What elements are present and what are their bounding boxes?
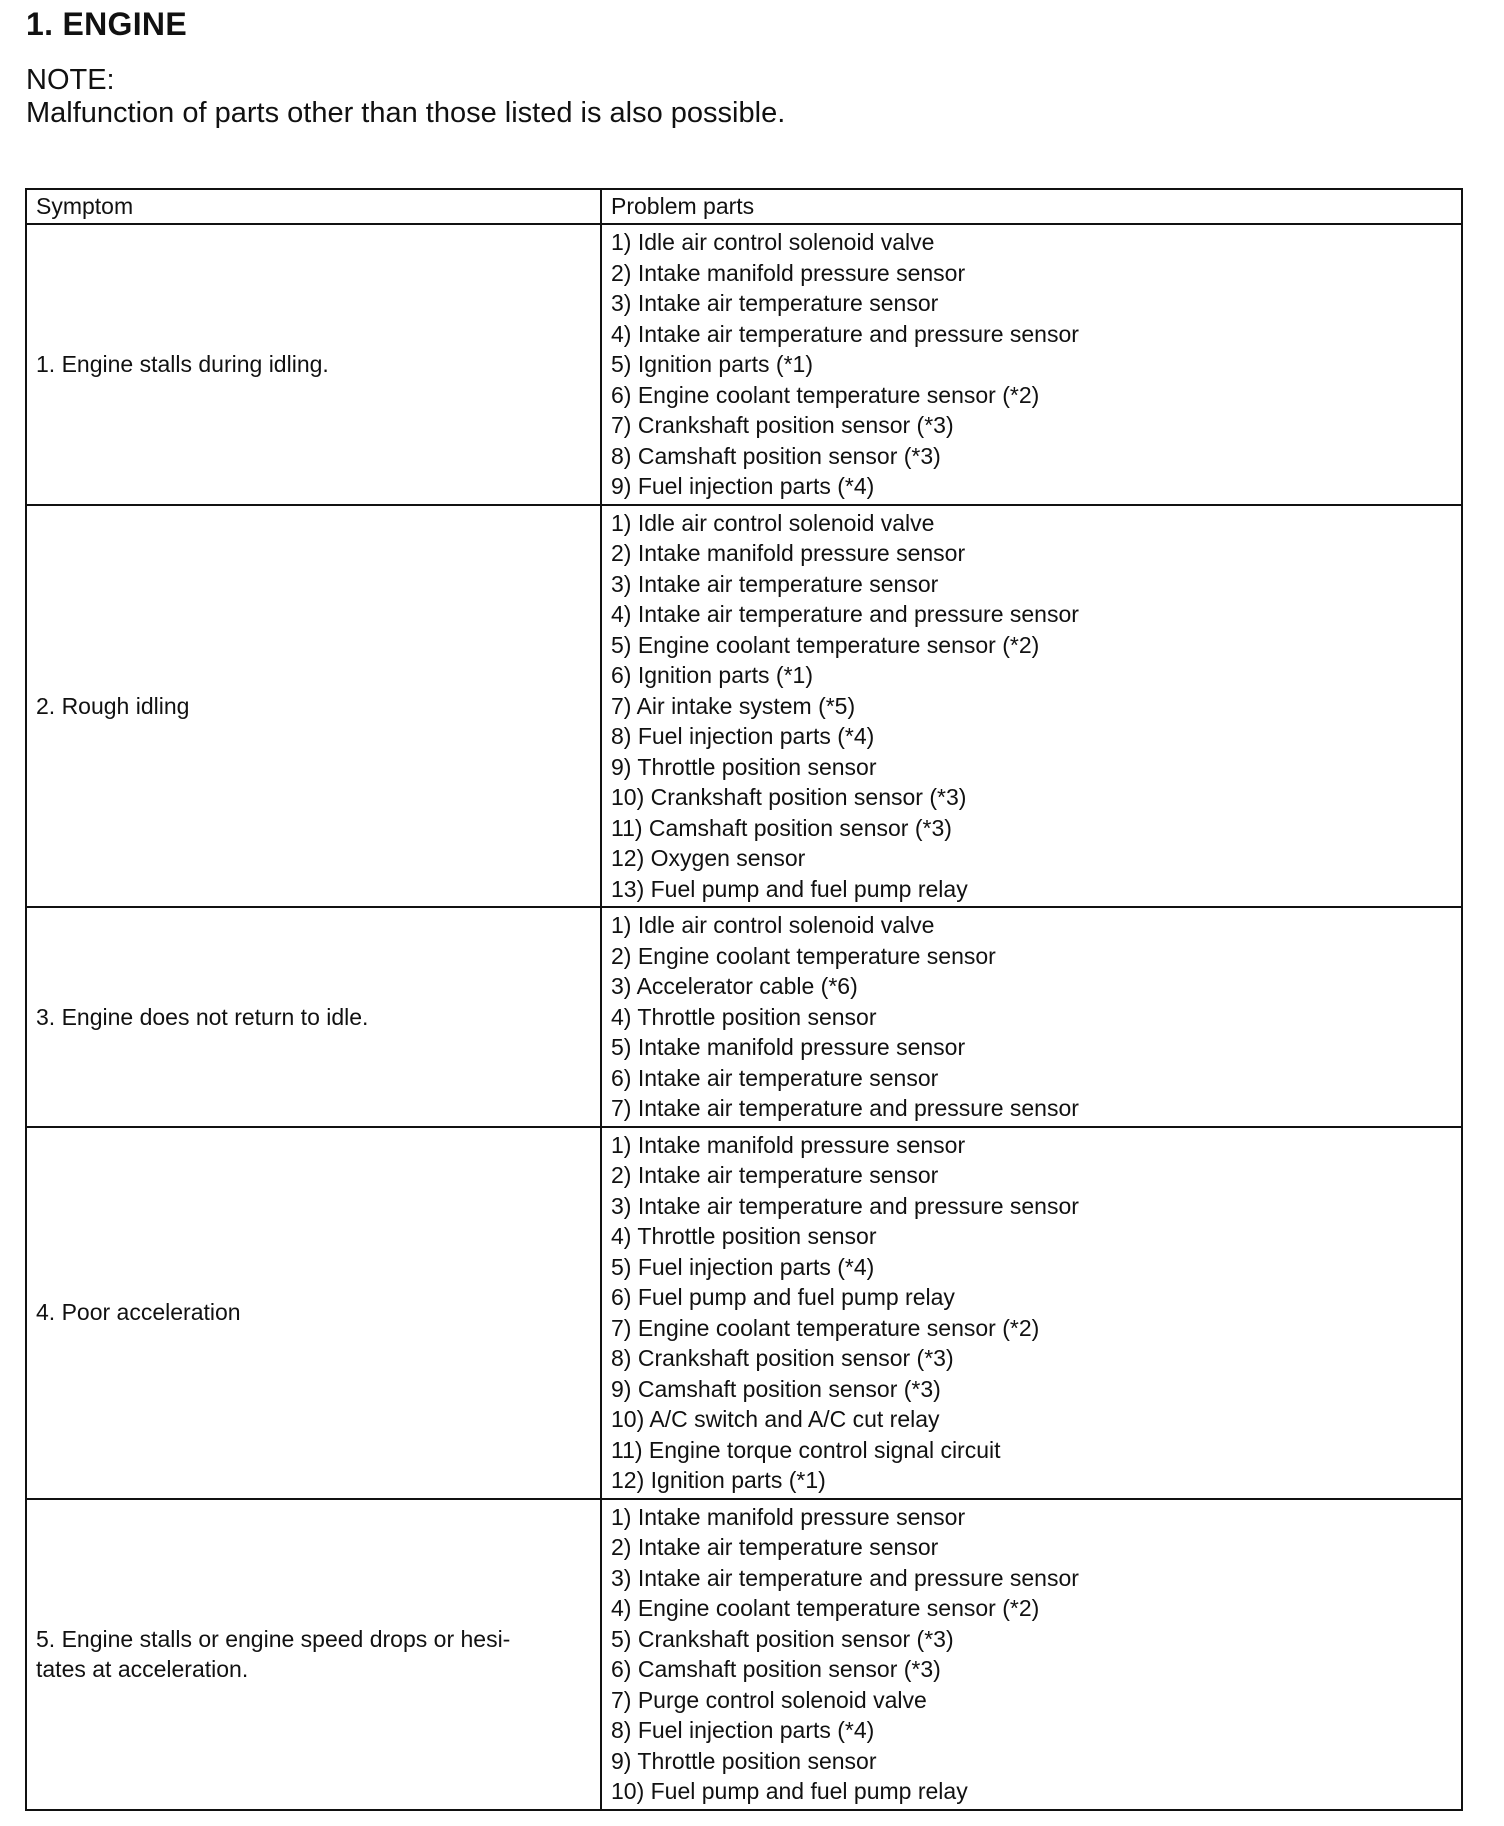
problem-parts-column-header: Problem parts [601,189,1462,224]
note-text: Malfunction of parts other than those listed is also possible. [26,97,786,129]
problem-part-item: 4) Intake air temperature and pressure sensor [611,601,1079,627]
table-row [26,1499,1462,1810]
problem-part-item: 8) Camshaft position sensor (*3) [611,442,941,469]
problem-parts-cell [601,224,1462,505]
problem-part-item: 13) Fuel pump and fuel pump relay [611,875,968,902]
note-label: NOTE: [26,64,115,96]
problem-part-item: 4) Engine coolant temperature sensor (*2) [611,1595,1040,1621]
problem-part-item: 6) Intake air temperature sensor [611,1064,939,1091]
problem-part-item: 9) Camshaft position sensor (*3) [611,1375,941,1402]
problem-part-item: 4) Intake air temperature and pressure sensor [611,320,1079,347]
problem-part-item: 7) Air intake system (*5) [611,692,856,719]
table-row [26,1127,1462,1499]
problem-part-item: 5) Fuel injection parts (*4) [611,1253,875,1280]
problem-part-item: 7) Crankshaft position sensor (*3) [611,412,954,438]
problem-part-item: 8) Fuel injection parts (*4) [611,723,875,749]
problem-part-item: 3) Intake air temperature and pressure sensor [611,1564,1079,1591]
problem-part-item: 9) Throttle position sensor [611,1747,877,1774]
symptom-cell: 4. Poor acceleration [26,1127,601,1499]
problem-part-item: 3) Intake air temperature sensor [611,570,939,597]
problem-part-item: 5) Crankshaft position sensor (*3) [611,1625,954,1652]
problem-part-item: 9) Throttle position sensor [611,753,877,780]
problem-part-item: 4) Throttle position sensor [611,1003,877,1030]
section-title: 1. ENGINE [26,6,187,42]
problem-part-item: 11) Camshaft position sensor (*3) [611,814,952,841]
problem-part-item: 2) Engine coolant temperature sensor [611,942,996,969]
problem-part-item: 2) Intake manifold pressure sensor [611,259,966,286]
symptom-cell: 3. Engine does not return to idle. [26,907,601,1127]
table-row [26,224,1462,505]
problem-part-item: 1) Intake manifold pressure sensor [611,1131,966,1158]
table-row [26,907,1462,1127]
problem-part-item: 8) Fuel injection parts (*4) [611,1717,875,1743]
problem-part-item: 11) Engine torque control signal circuit [611,1436,1001,1463]
problem-part-item: 5) Intake manifold pressure sensor [611,1034,966,1060]
problem-part-item: 10) Crankshaft position sensor (*3) [611,784,967,810]
problem-part-item: 8) Crankshaft position sensor (*3) [611,1345,954,1371]
problem-part-item: 12) Oxygen sensor [611,845,806,871]
note-block [26,64,785,130]
problem-part-item: 1) Idle air control solenoid valve [611,509,935,536]
problem-parts-cell [601,1499,1462,1810]
problem-part-item: 3) Intake air temperature sensor [611,290,939,316]
problem-part-item: 1) Idle air control solenoid valve [611,912,935,938]
problem-part-item: 3) Intake air temperature and pressure sensor [611,1192,1079,1219]
symptom-cell: 1. Engine stalls during idling. [26,224,601,505]
problem-part-item: 7) Intake air temperature and pressure sensor [611,1095,1079,1121]
problem-part-item: 6) Ignition parts (*1) [611,662,813,688]
problem-part-item: 9) Fuel injection parts (*4) [611,473,875,499]
problem-part-item: 2) Intake air temperature sensor [611,1162,939,1188]
problem-part-item: 10) Fuel pump and fuel pump relay [611,1778,968,1804]
problem-part-item: 6) Fuel pump and fuel pump relay [611,1284,955,1310]
problem-part-item: 10) A/C switch and A/C cut relay [611,1406,940,1432]
symptom-cell: 5. Engine stalls or engine speed drops or hesi- tates at acceleration. [26,1499,601,1810]
symptom-column-header: Symptom [26,189,601,224]
problem-part-item: 6) Engine coolant temperature sensor (*2) [611,381,1040,408]
symptom-cell: 2. Rough idling [26,505,601,908]
table-body [26,224,1462,1810]
diagnosis-table [25,188,1463,1811]
problem-part-item: 5) Ignition parts (*1) [611,351,813,377]
problem-part-item: 2) Intake air temperature sensor [611,1534,939,1560]
problem-part-item: 1) Idle air control solenoid valve [611,229,935,255]
problem-part-item: 3) Accelerator cable (*6) [611,973,858,999]
problem-part-item: 1) Intake manifold pressure sensor [611,1503,966,1530]
table-header-row [26,189,1462,224]
problem-part-item: 4) Throttle position sensor [611,1223,877,1249]
problem-parts-cell [601,505,1462,908]
table-row [26,505,1462,908]
problem-part-item: 2) Intake manifold pressure sensor [611,540,966,566]
problem-part-item: 12) Ignition parts (*1) [611,1467,826,1493]
problem-parts-cell [601,907,1462,1127]
problem-part-item: 7) Engine coolant temperature sensor (*2) [611,1314,1040,1341]
problem-part-item: 7) Purge control solenoid valve [611,1686,927,1713]
problem-part-item: 6) Camshaft position sensor (*3) [611,1656,941,1682]
problem-part-item: 5) Engine coolant temperature sensor (*2) [611,631,1040,658]
problem-parts-cell [601,1127,1462,1499]
